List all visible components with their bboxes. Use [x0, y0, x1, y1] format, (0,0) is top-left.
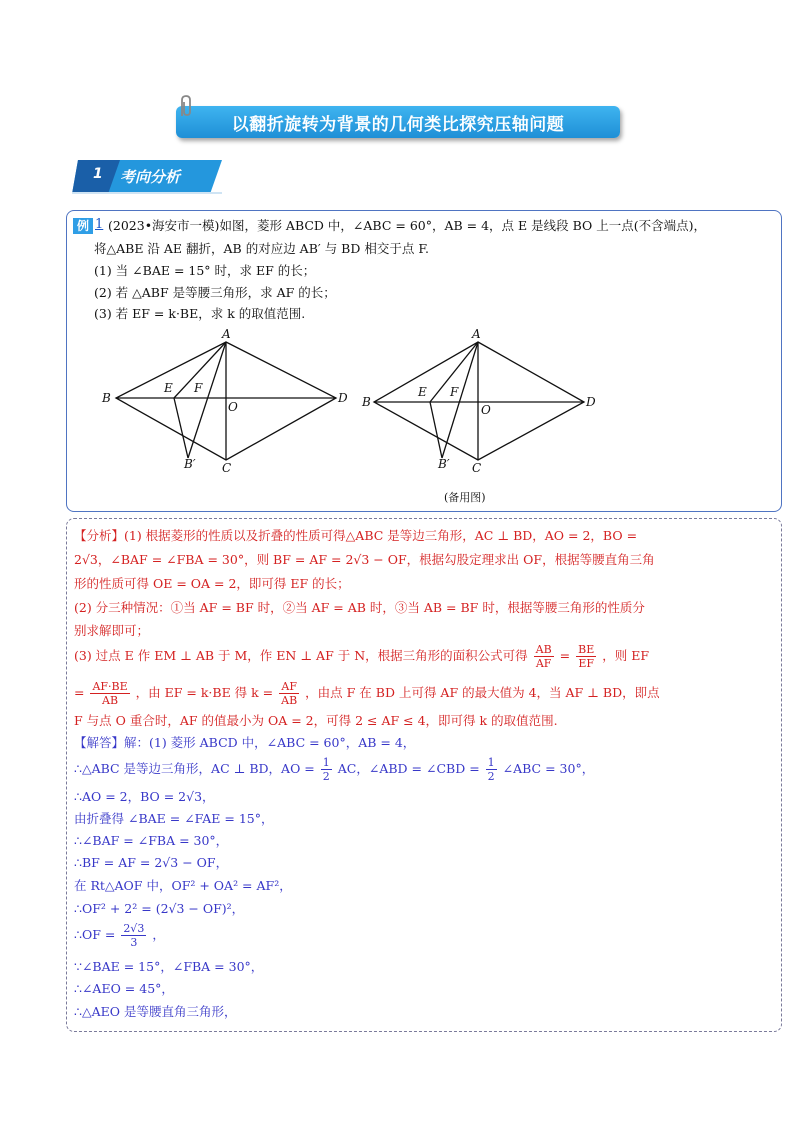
label-b: B: [362, 395, 371, 409]
example-label: 例: [73, 218, 93, 234]
analysis-line-5: 别求解即可；: [74, 623, 150, 638]
answer-line-3: ∴AO = 2，BO = 2√3，: [74, 789, 215, 804]
analysis-line-6-text: (3) 过点 E 作 EM ⊥ AB 于 M，作 EN ⊥ AF 于 N，根据三角形的面积公式可得: [74, 648, 528, 663]
answer-line-7: 在 Rt△AOF 中，OF² + OA² = AF²，: [74, 878, 292, 893]
label-c: C: [472, 461, 482, 475]
answer-line-6: ∴BF = AF = 2√3 − OF，: [74, 855, 229, 870]
rhombus-abcd: [374, 342, 584, 460]
answer-line-4: 由折叠得 ∠BAE = ∠FAE = 15°，: [74, 811, 274, 826]
answer-line-1: 【解答】解：(1) 菱形 ABCD 中，∠ABC = 60°，AB = 4，: [74, 735, 416, 750]
geometry-figure-main: [96, 324, 346, 474]
analysis-line-8: F 与点 O 重合时，AF 的值最小为 OA = 2，可得 2 ≤ AF ≤ 4，即可得 k 的取值范围.: [74, 713, 558, 728]
fraction-one-half: $\frac{1}{2}$: [322, 756, 330, 783]
problem-line-5: (3) 若 EF = k·BE，求 k 的取值范围.: [94, 306, 306, 321]
label-f: F: [450, 385, 459, 399]
analysis-line-2: 2√3，∠BAF = ∠FBA = 30°，则 BF = AF = 2√3 − OF，根据勾股定理求出 OF，根据等腰直角三角: [74, 552, 655, 567]
fraction-afbe-ab: $\frac{AF\cdot BE}{AB}$: [92, 680, 128, 707]
problem-line-1: (2023•海安市一模)如图，菱形 ABCD 中，∠ABC = 60°，AB = 4，点 E 是线段 BO 上一点(不含端点)，: [108, 218, 706, 233]
fraction-be-ef: $\frac{BE}{EF}$: [578, 643, 595, 670]
answer-line-10: ∵∠BAE = 15°，∠FBA = 30°，: [74, 959, 264, 974]
analysis-line-1: 【分析】(1) 根据菱形的性质以及折叠的性质可得△ABC 是等边三角形，AC ⊥ BD，AO = 2，BO =: [74, 528, 638, 543]
geometry-figure-spare: [358, 324, 608, 474]
label-c: C: [222, 461, 232, 475]
answer-line-9: ∴OF = $\frac{2√3}{3}$ ，: [74, 922, 165, 949]
segment-eb-prime: [430, 402, 442, 458]
title-banner: [176, 106, 620, 138]
label-f: F: [194, 381, 203, 395]
fraction-2root3-over-3: $\frac{2√3}{3}$: [123, 922, 145, 949]
fraction-one-half: $\frac{1}{2}$: [487, 756, 495, 783]
analysis-line-6: (3) 过点 E 作 EM ⊥ AB 于 M，作 EN ⊥ AF 于 N，根据三角形的面积公式可得 $\frac{AB}{AF}$ = $\frac{BE}{EF}$ ，则 EF: [74, 643, 649, 670]
problem-line-2: 将△ABE 沿 AE 翻折，AB 的对应边 AB′ 与 BD 相交于点 F.: [94, 241, 430, 256]
problem-line-3: (1) 当 ∠BAE = 15° 时，求 EF 的长；: [94, 263, 316, 278]
label-e: E: [418, 385, 427, 399]
label-b-prime: B′: [184, 457, 196, 471]
label-b: B: [102, 391, 111, 405]
label-e: E: [164, 381, 173, 395]
fraction-ab-af: $\frac{AB}{AF}$: [535, 643, 552, 670]
analysis-line-3: 形的性质可得 OE = OA = 2，即可得 EF 的长；: [74, 576, 350, 591]
label-d: D: [338, 391, 348, 405]
answer-line-12: ∴△AEO 是等腰直角三角形，: [74, 1004, 237, 1019]
page-title: 以翻折旋转为背景的几何类比探究压轴问题: [231, 114, 565, 135]
label-d: D: [586, 395, 596, 409]
example-number: 1: [95, 217, 104, 232]
fraction-af-ab: $\frac{AF}{AB}$: [281, 680, 298, 707]
segment-ab-prime: [188, 342, 226, 458]
label-a: A: [472, 327, 481, 341]
problem-line-4: (2) 若 △ABF 是等腰三角形，求 AF 的长；: [94, 285, 336, 300]
answer-line-11: ∴∠AEO = 45°，: [74, 981, 174, 996]
segment-eb-prime: [174, 398, 188, 458]
analysis-line-7: = $\frac{AF\cdot BE}{AB}$ ，由 EF = k·BE 得 k = $\frac{AF}{AB}$ ，由点 F 在 BD 上可得 AF 的最大值为 4，当 AF ⊥ BD，即点: [74, 680, 660, 707]
label-o: O: [481, 403, 491, 417]
answer-line-2: ∴△ABC 是等边三角形，AC ⊥ BD，AO = $\frac{1}{2}$ AC，∠ABD = ∠CBD = $\frac{1}{2}$ ∠ABC = 30°，: [74, 756, 595, 783]
label-o: O: [228, 400, 238, 414]
analysis-line-4: (2) 分三种情况：①当 AF = BF 时，②当 AF = AB 时，③当 AB = BF 时，根据等腰三角形的性质分: [74, 600, 645, 615]
paperclip-icon: [176, 94, 198, 120]
answer-line-8: ∴OF² + 2² = (2√3 − OF)²，: [74, 901, 245, 916]
answer-line-5: ∴∠BAF = ∠FBA = 30°，: [74, 833, 229, 848]
section-number: 1: [93, 166, 103, 182]
figure-caption: (备用图): [444, 491, 486, 504]
label-a: A: [222, 327, 231, 341]
label-b-prime: B′: [438, 457, 450, 471]
section-label: 考向分析: [120, 168, 181, 186]
